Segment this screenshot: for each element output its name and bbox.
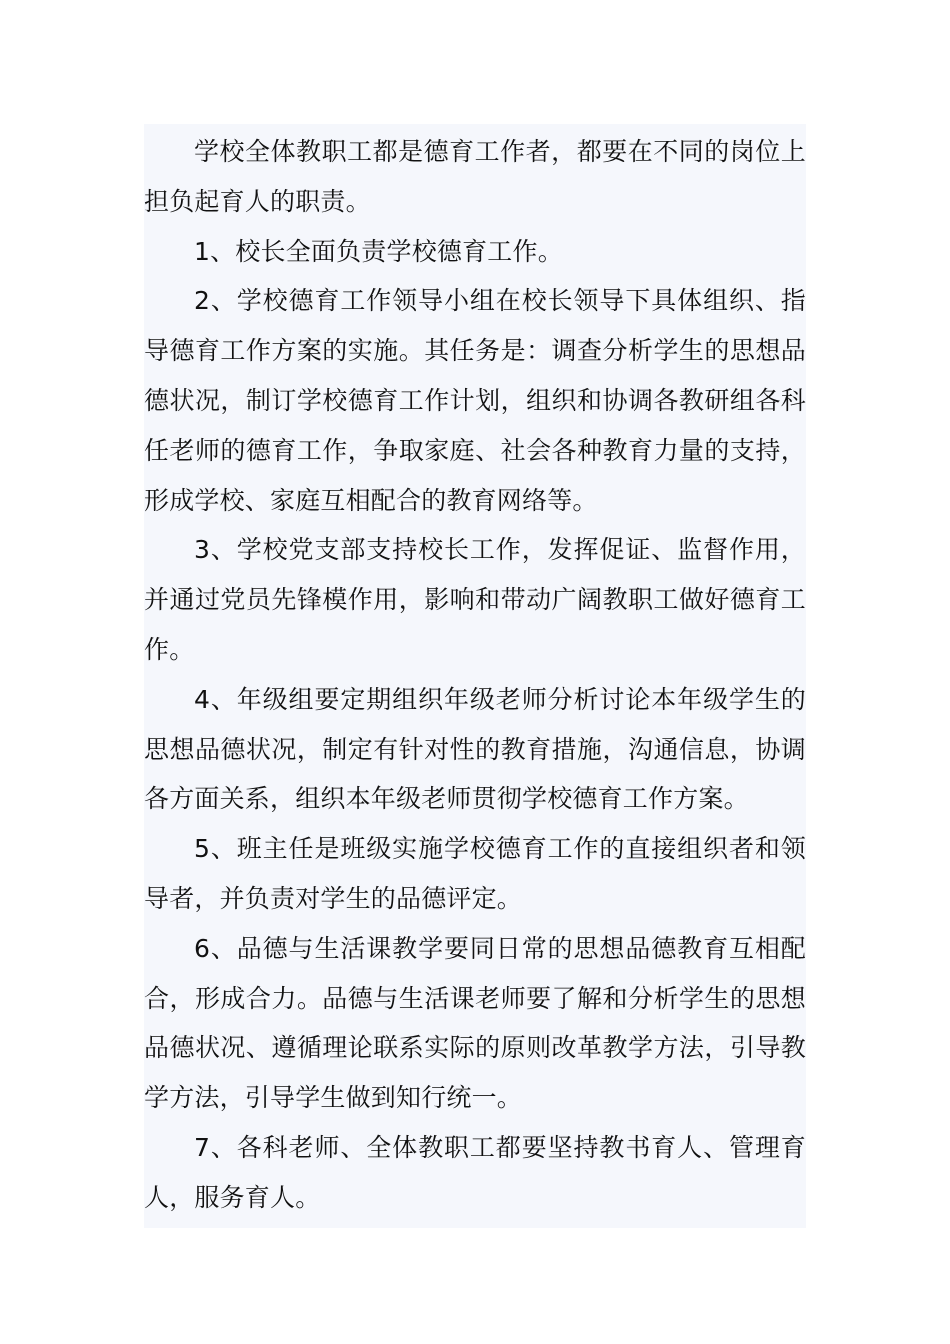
paragraph-item-3: 3、学校党支部支持校长工作，发挥促证、监督作用，并通过党员先锋模作用，影响和带动广阔教职工做好德育工作。 [144, 535, 806, 664]
paragraph-item-2: 2、学校德育工作领导小组在校长领导下具体组织、指导德育工作方案的实施。其任务是：调查分析学生的思想品德状况，制订学校德育工作计划，组织和协调各教研组各科任老师的德育工作，争取家庭、社会各种教育力量的支持，形成学校、家庭互相配合的教育网络等。 [144, 286, 806, 515]
paragraph-item-1: 1、校长全面负责学校德育工作。 [194, 236, 563, 266]
paragraph-item-5: 5、班主任是班级实施学校德育工作的直接组织者和领导者，并负责对学生的品德评定。 [144, 834, 806, 913]
paragraph-item-4: 4、年级组要定期组织年级老师分析讨论本年级学生的思想品德状况，制定有针对性的教育措施，沟通信息，协调各方面关系，组织本年级老师贯彻学校德育工作方案。 [144, 684, 806, 814]
paragraph-intro: 学校全体教职工都是德育工作者，都要在不同的岗位上担负起育人的职责。 [144, 137, 806, 216]
document-body [144, 124, 806, 1228]
paragraph-item-7: 7、各科老师、全体教职工都要坚持教书育人、管理育人，服务育人。 [144, 1132, 806, 1212]
paragraph-item-6: 6、品德与生活课教学要同日常的思想品德教育互相配合，形成合力。品德与生活课老师要了解和分析学生的思想品德状况、遵循理论联系实际的原则改革教学方法，引导教学方法，引导学生做到知行统一。 [144, 933, 806, 1113]
